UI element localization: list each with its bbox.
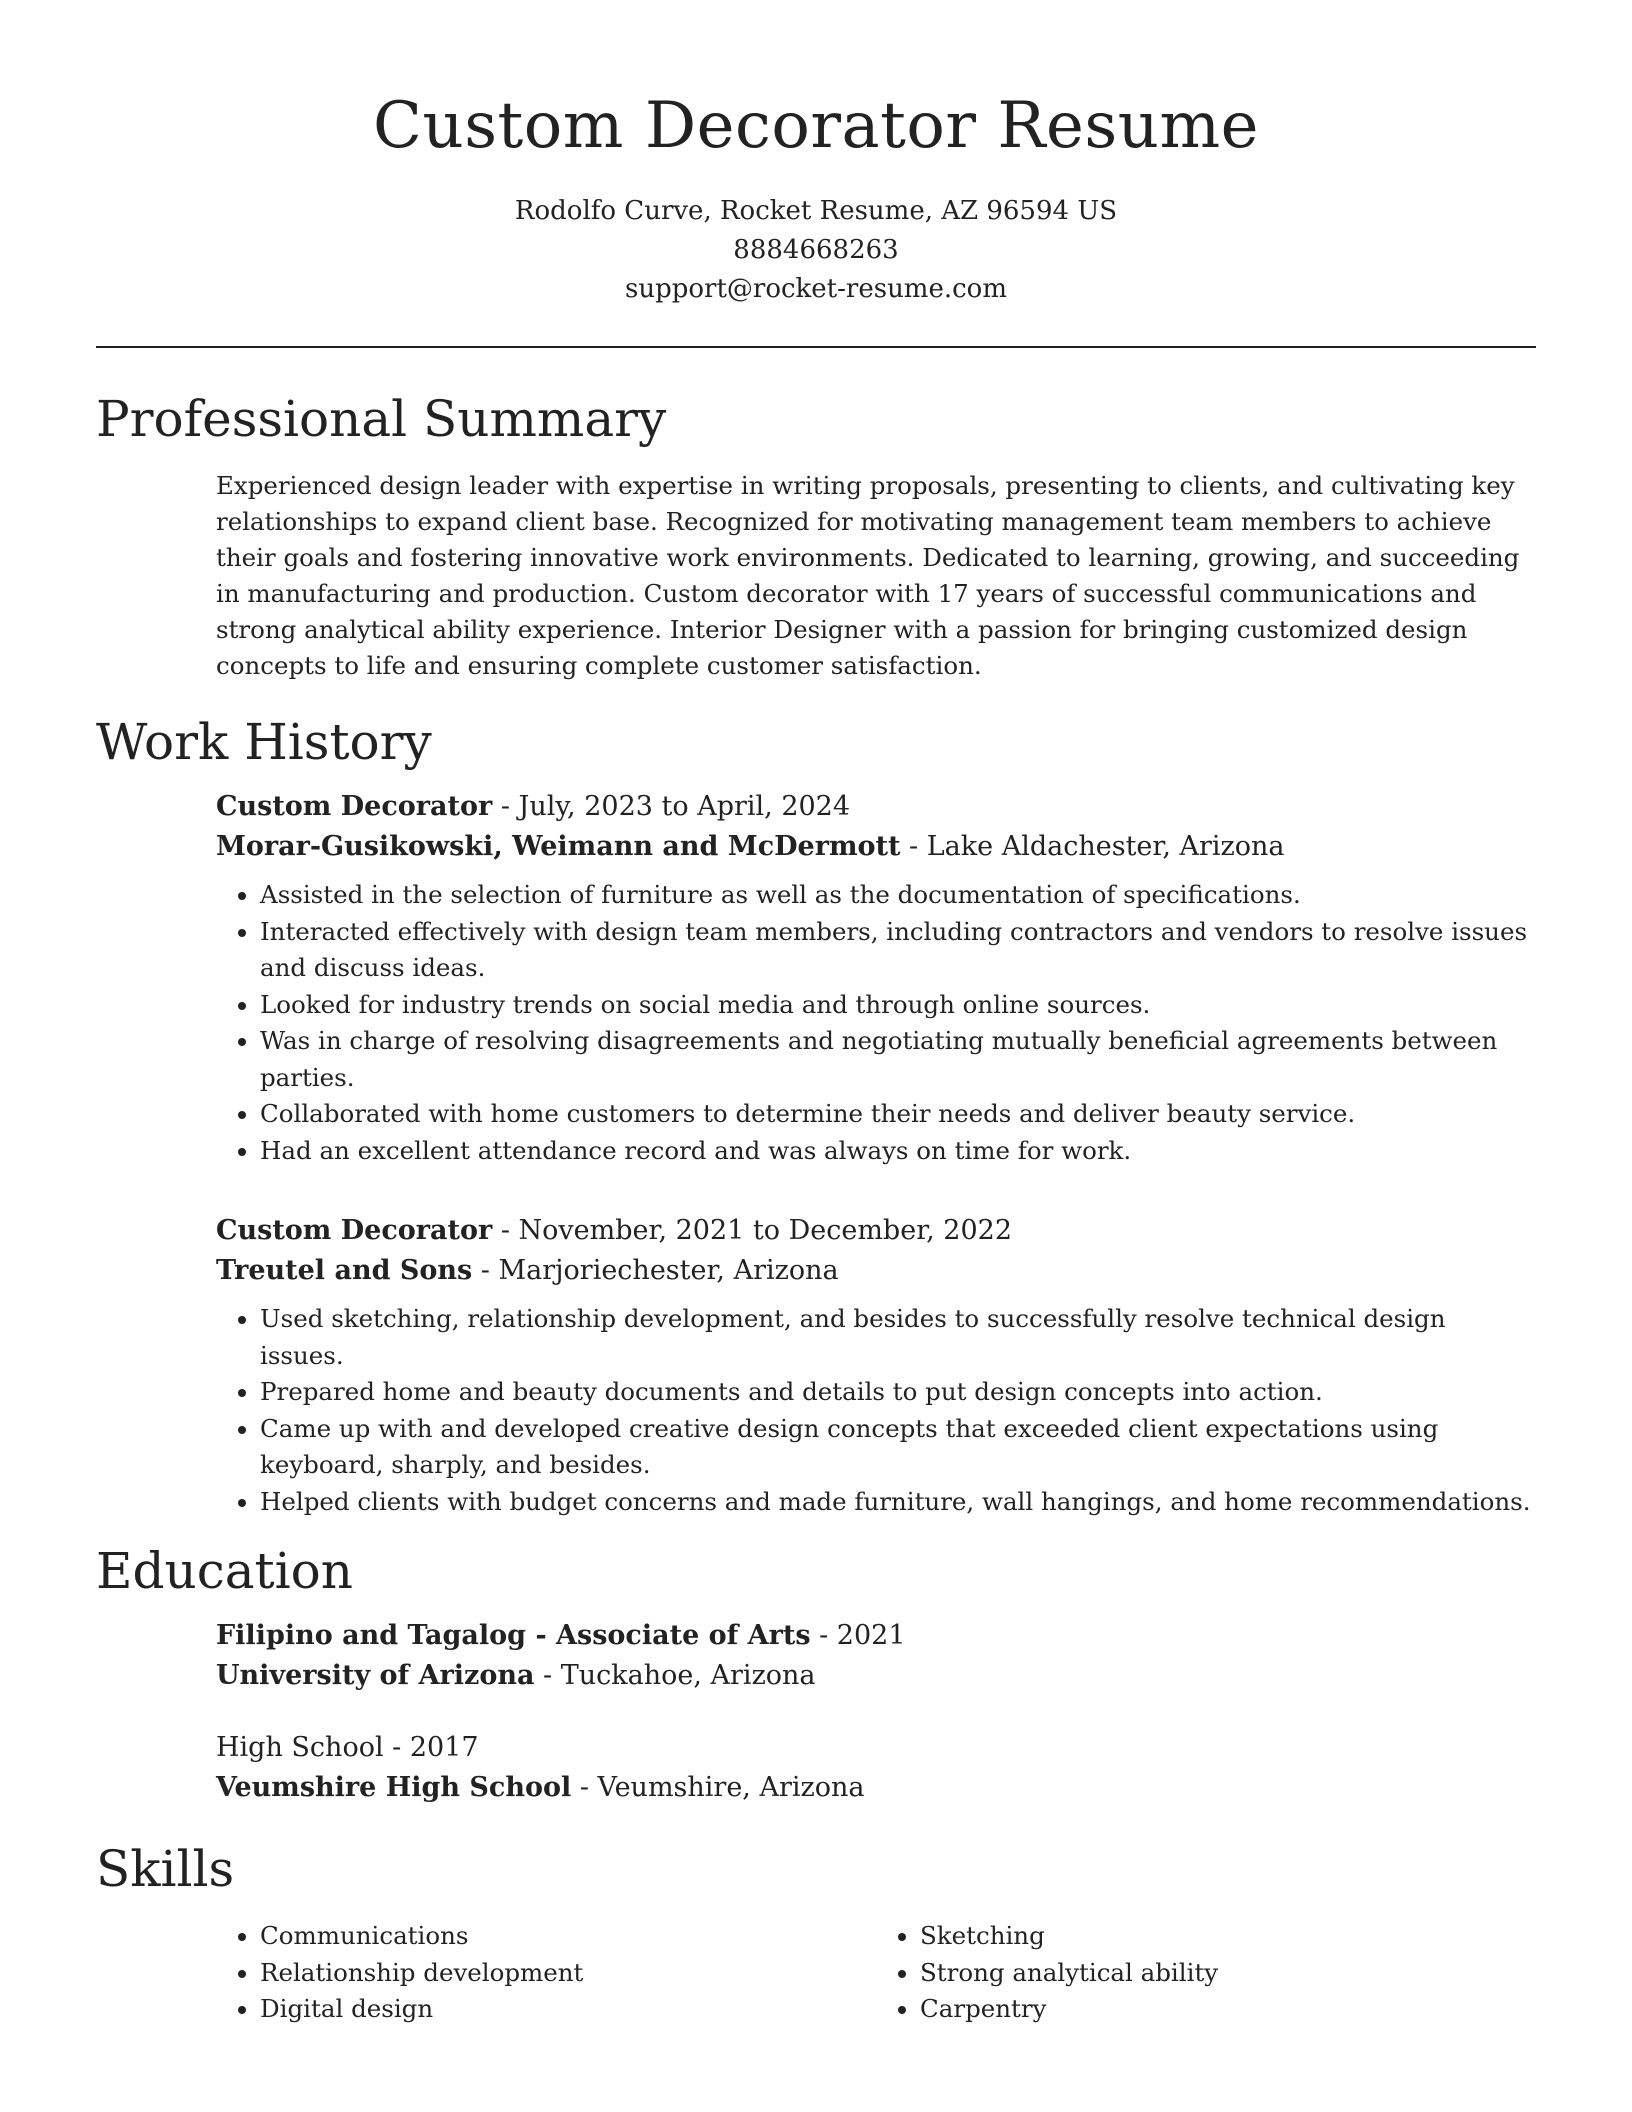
job-title-line: [216, 787, 1536, 827]
job-dates: - July, 2023 to April, 2024: [492, 791, 851, 822]
header-divider: [96, 346, 1536, 348]
contact-phone: 8884668263: [733, 235, 899, 265]
education-field: Filipino and Tagalog - Associate of Arts: [216, 1620, 811, 1651]
job-bullet: • Looked for industry trends on social media and through online sources.: [260, 987, 1536, 1024]
education-location: - Veumshire, Arizona: [571, 1772, 865, 1803]
job-location: - Marjoriechester, Arizona: [472, 1255, 839, 1286]
job-bullet: • Came up with and developed creative design concepts that exceeded client expectations using keyboard, sharply, and besides.: [260, 1411, 1536, 1484]
contact-email: support@rocket-resume.com: [624, 274, 1007, 304]
job-bullet: • Assisted in the selection of furniture as well as the documentation of specifications.: [260, 877, 1536, 914]
skill-item: • Communications: [260, 1918, 876, 1955]
skill-item: • Strong analytical ability: [920, 1955, 1536, 1992]
skill-item: • Relationship development: [260, 1955, 876, 1992]
job-entry: [216, 787, 1536, 1169]
job-company-line: [216, 1251, 1536, 1291]
education-section: [96, 1540, 1536, 1808]
summary-text: Experienced design leader with expertise in writing proposals, presenting to clients, and cultivating key relationships to expand client base. Recognized for motivating management team members to achieve their goals and fostering innovative work environments. Dedicated to learning, growing, and succeeding in manufacturing and production. Custom decorator with 17 years of successful communications and strong analytical ability experience. Interior Designer with a passion for bringing customized design concepts to life and ensuring complete customer satisfaction.: [216, 471, 1520, 680]
education-degree-line: [216, 1728, 1536, 1768]
job-location: - Lake Aldachester, Arizona: [900, 831, 1285, 862]
job-bullet: • Was in charge of resolving disagreements and negotiating mutually beneficial agreements between parties.: [260, 1023, 1536, 1096]
education-location: - Tuckahoe, Arizona: [534, 1660, 816, 1691]
job-title: Custom Decorator: [216, 1215, 493, 1246]
summary-section: [96, 388, 1536, 684]
job-bullets: [216, 1301, 1536, 1520]
education-school-line: [216, 1768, 1536, 1808]
skills-list-left: [216, 1918, 876, 2028]
education-school-line: [216, 1656, 1536, 1696]
skills-columns: [216, 1918, 1536, 2028]
skills-section: [96, 1838, 1536, 2028]
education-heading: Education: [96, 1542, 353, 1600]
job-company: Morar-Gusikowski, Weimann and McDermott: [216, 831, 901, 862]
summary-heading: Professional Summary: [96, 390, 667, 448]
education-entry: [216, 1728, 1536, 1808]
job-company: Treutel and Sons: [216, 1255, 473, 1286]
education-field: High School: [216, 1732, 384, 1763]
job-bullet: • Prepared home and beauty documents and details to put design concepts into action.: [260, 1374, 1536, 1411]
skill-item: • Carpentry: [920, 1991, 1536, 2028]
job-bullet: • Interacted effectively with design team members, including contractors and vendors to resolve issues and discuss ideas.: [260, 914, 1536, 987]
resume-title: Custom Decorator Resume: [373, 89, 1259, 163]
skill-item: • Sketching: [920, 1918, 1536, 1955]
work-history-heading: Work History: [96, 713, 432, 771]
education-year: - 2021: [810, 1620, 906, 1651]
job-dates: - November, 2021 to December, 2022: [492, 1215, 1013, 1246]
skills-list-right: [876, 1918, 1536, 2028]
job-entry: [216, 1211, 1536, 1520]
education-year: - 2017: [383, 1732, 479, 1763]
education-entry: [216, 1616, 1536, 1696]
skill-item: • Digital design: [260, 1991, 876, 2028]
job-bullet: • Had an excellent attendance record and was always on time for work.: [260, 1133, 1536, 1170]
job-title-line: [216, 1211, 1536, 1251]
job-company-line: [216, 827, 1536, 867]
job-bullets: [216, 877, 1536, 1169]
education-degree-line: [216, 1616, 1536, 1656]
job-title: Custom Decorator: [216, 791, 493, 822]
education-school: Veumshire High School: [216, 1772, 572, 1803]
skills-heading: Skills: [96, 1840, 235, 1898]
contact-address: Rodolfo Curve, Rocket Resume, AZ 96594 US: [514, 196, 1118, 226]
job-bullet: • Used sketching, relationship development, and besides to successfully resolve technical design issues.: [260, 1301, 1536, 1374]
job-bullet: • Collaborated with home customers to determine their needs and deliver beauty service.: [260, 1096, 1536, 1133]
contact-block: [96, 192, 1536, 309]
education-school: University of Arizona: [216, 1660, 535, 1691]
job-bullet: • Helped clients with budget concerns and made furniture, wall hangings, and home recommendations.: [260, 1484, 1536, 1521]
work-history-section: [96, 711, 1536, 1520]
